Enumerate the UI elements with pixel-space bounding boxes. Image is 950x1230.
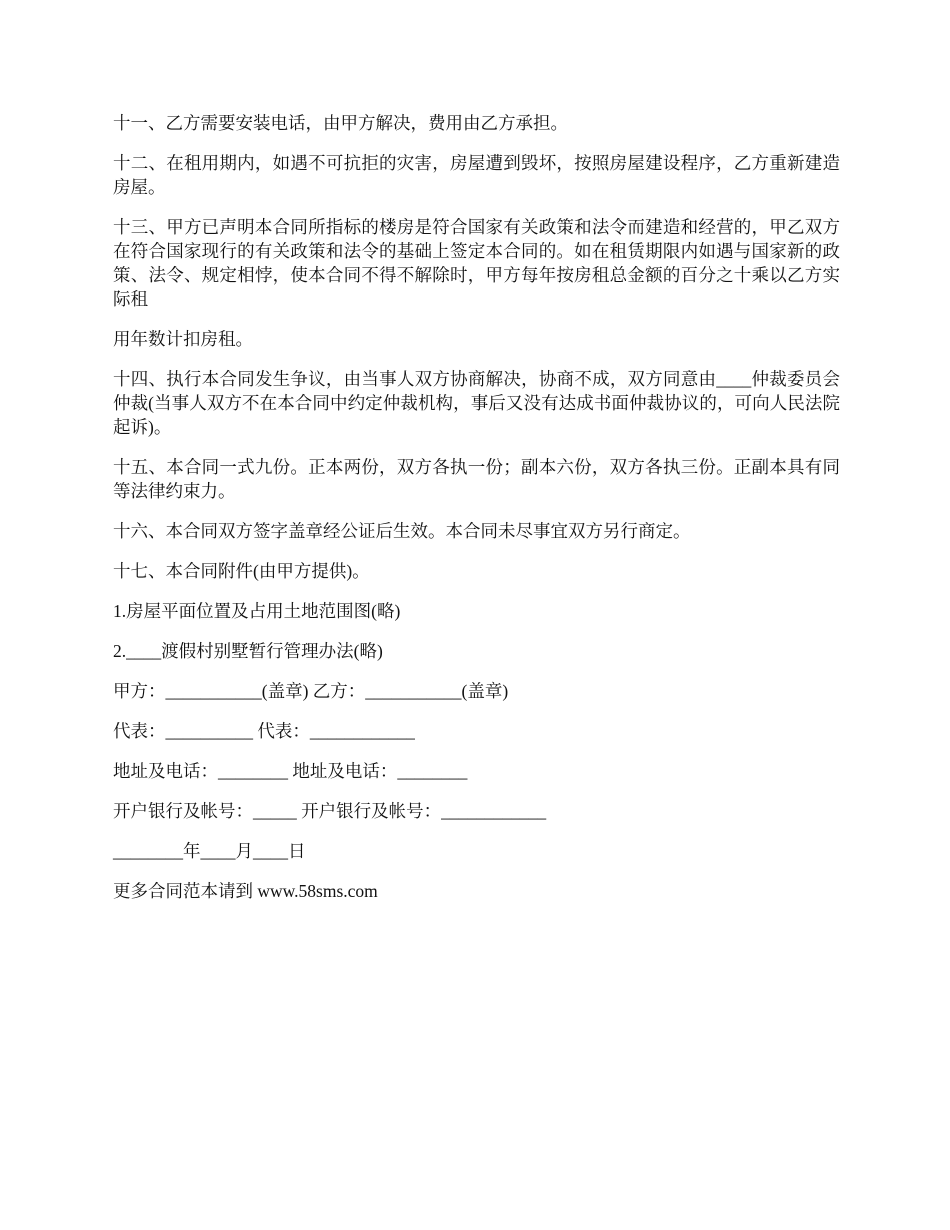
clause-15: 十五、本合同一式九份。正本两份，双方各执一份；副本六份，双方各执三份。正副本具有同等法律约束力。 [113,457,840,501]
clause-11: 十一、乙方需要安装电话，由甲方解决，费用由乙方承担。 [113,113,568,133]
bank-account-line: 开户银行及帐号：_____ 开户银行及帐号：____________ [113,801,547,821]
clause-13-continuation: 用年数计扣房租。 [113,329,253,349]
representative-line: 代表：__________ 代表：____________ [113,721,415,741]
address-phone-line: 地址及电话：________ 地址及电话：________ [113,761,468,781]
attachment-2: 2.____渡假村别墅暂行管理办法(略) [113,641,383,661]
date-line: ________年____月____日 [113,841,306,861]
signature-party-line: 甲方：___________(盖章) 乙方：___________(盖章) [113,681,509,701]
clause-17: 十七、本合同附件(由甲方提供)。 [113,561,370,581]
footer-link-text: 更多合同范本请到 www.58sms.com [113,881,378,901]
clause-12: 十二、在租用期内，如遇不可抗拒的灾害，房屋遭到毁坏，按照房屋建设程序，乙方重新建造房屋。 [113,153,840,197]
clause-16: 十六、本合同双方签字盖章经公证后生效。本合同未尽事宜双方另行商定。 [113,521,691,541]
attachment-1: 1.房屋平面位置及占用土地范围图(略) [113,601,401,621]
clause-13: 十三、甲方已声明本合同所指标的楼房是符合国家有关政策和法令而建造和经营的，甲乙双方在符合国家现行的有关政策和法令的基础上签定本合同的。如在租赁期限内如遇与国家新的政策、法令、规定相悖，使本合同不得不解除时，甲方每年按房租总金额的百分之十乘以乙方实际租 [113,217,840,309]
clause-14: 十四、执行本合同发生争议，由当事人双方协商解决，协商不成，双方同意由____仲裁委员会仲裁(当事人双方不在本合同中约定仲裁机构，事后又没有达成书面仲裁协议的，可向人民法院起诉)。 [113,369,840,437]
document-body [113,111,840,919]
